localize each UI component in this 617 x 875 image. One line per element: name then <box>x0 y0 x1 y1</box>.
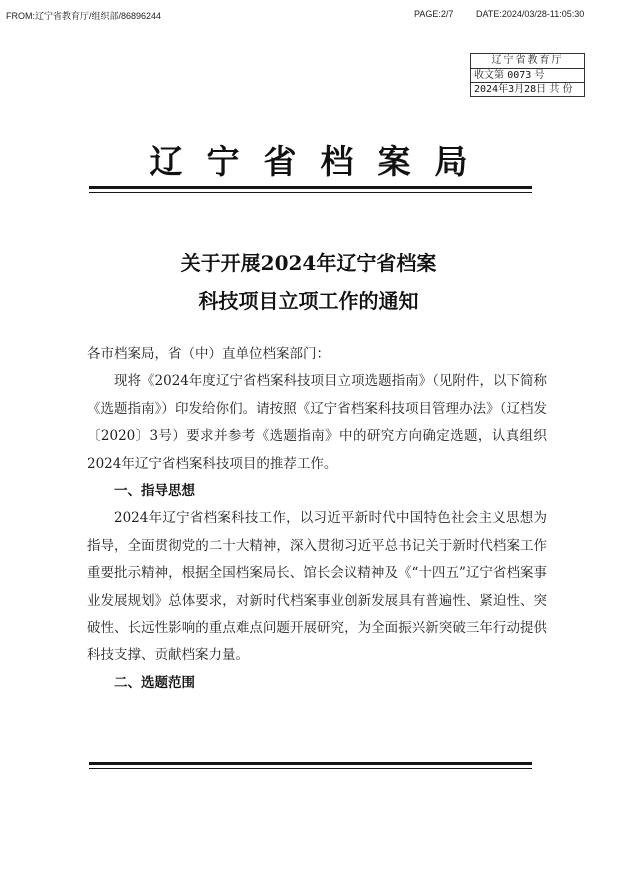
fax-header <box>6 9 599 23</box>
stamp-receipt-unit: 号 <box>534 69 545 81</box>
letterhead-rule-thick <box>89 186 532 189</box>
document-title <box>0 244 617 320</box>
footer-rule-thick <box>89 762 532 765</box>
stamp-pages-label: 共 <box>549 84 560 95</box>
fax-from: FROM:辽宁省教育厅/组织部/86896244 <box>6 11 162 21</box>
stamp-receipt-label: 收文第 <box>474 69 504 81</box>
stamp-org <box>471 54 584 69</box>
stamp-receipt-number: 0073 <box>507 69 532 81</box>
stamp-date: 2024年3月28日 <box>474 84 547 95</box>
receipt-stamp <box>470 53 585 97</box>
section-2-heading: 二、选题范围 <box>114 674 195 691</box>
stamp-org-name: 辽宁省教育厅 <box>491 55 564 66</box>
letterhead-org-name: 辽宁省档案局 <box>149 142 492 181</box>
intro-paragraph: 现将《2024年度辽宁省档案科技项目立项选题指南》（见附件，以下简称《选题指南》）印发给你们。请按照《辽宁省档案科技项目管理办法》（辽档发〔2020〕3号）要求并参考《选题指南》中的研究方向确定选题，认真组织2024年辽宁省档案科技项目的推荐工作。 <box>87 373 547 472</box>
section-1-heading: 一、指导思想 <box>114 483 195 500</box>
stamp-receipt-row <box>471 69 584 84</box>
fax-date: DATE:2024/03/28-11:05:30 <box>476 9 585 19</box>
section-1-paragraph: 2024年辽宁省档案科技工作，以习近平新时代中国特色社会主义思想为指导，全面贯彻党的二十大精神，深入贯彻习近平总书记关于新时代档案工作重要批示精神，根据全国档案局长、馆长会议精神及《“十四五”辽宁省档案事业发展规划》总体要求，对新时代档案事业创新发展具有普遍性、紧迫性、突破性、长远性影响的重点难点问题开展研究，为全面振兴新突破三年行动提供科技支撑、贡献档案力量。 <box>87 510 547 664</box>
stamp-pages-unit: 份 <box>562 84 573 95</box>
document-title-line-2: 科技项目立项工作的通知 <box>198 289 419 313</box>
fax-page-number: PAGE:2/7 <box>414 9 454 19</box>
document-title-line-1: 关于开展2024年辽宁省档案 <box>180 251 437 275</box>
footer-rule-thin <box>89 768 532 769</box>
letterhead-rule-thin <box>89 192 532 193</box>
stamp-date-row <box>471 83 584 97</box>
salutation: 各市档案局，省（中）直单位档案部门： <box>87 346 330 362</box>
document-body <box>87 341 547 697</box>
